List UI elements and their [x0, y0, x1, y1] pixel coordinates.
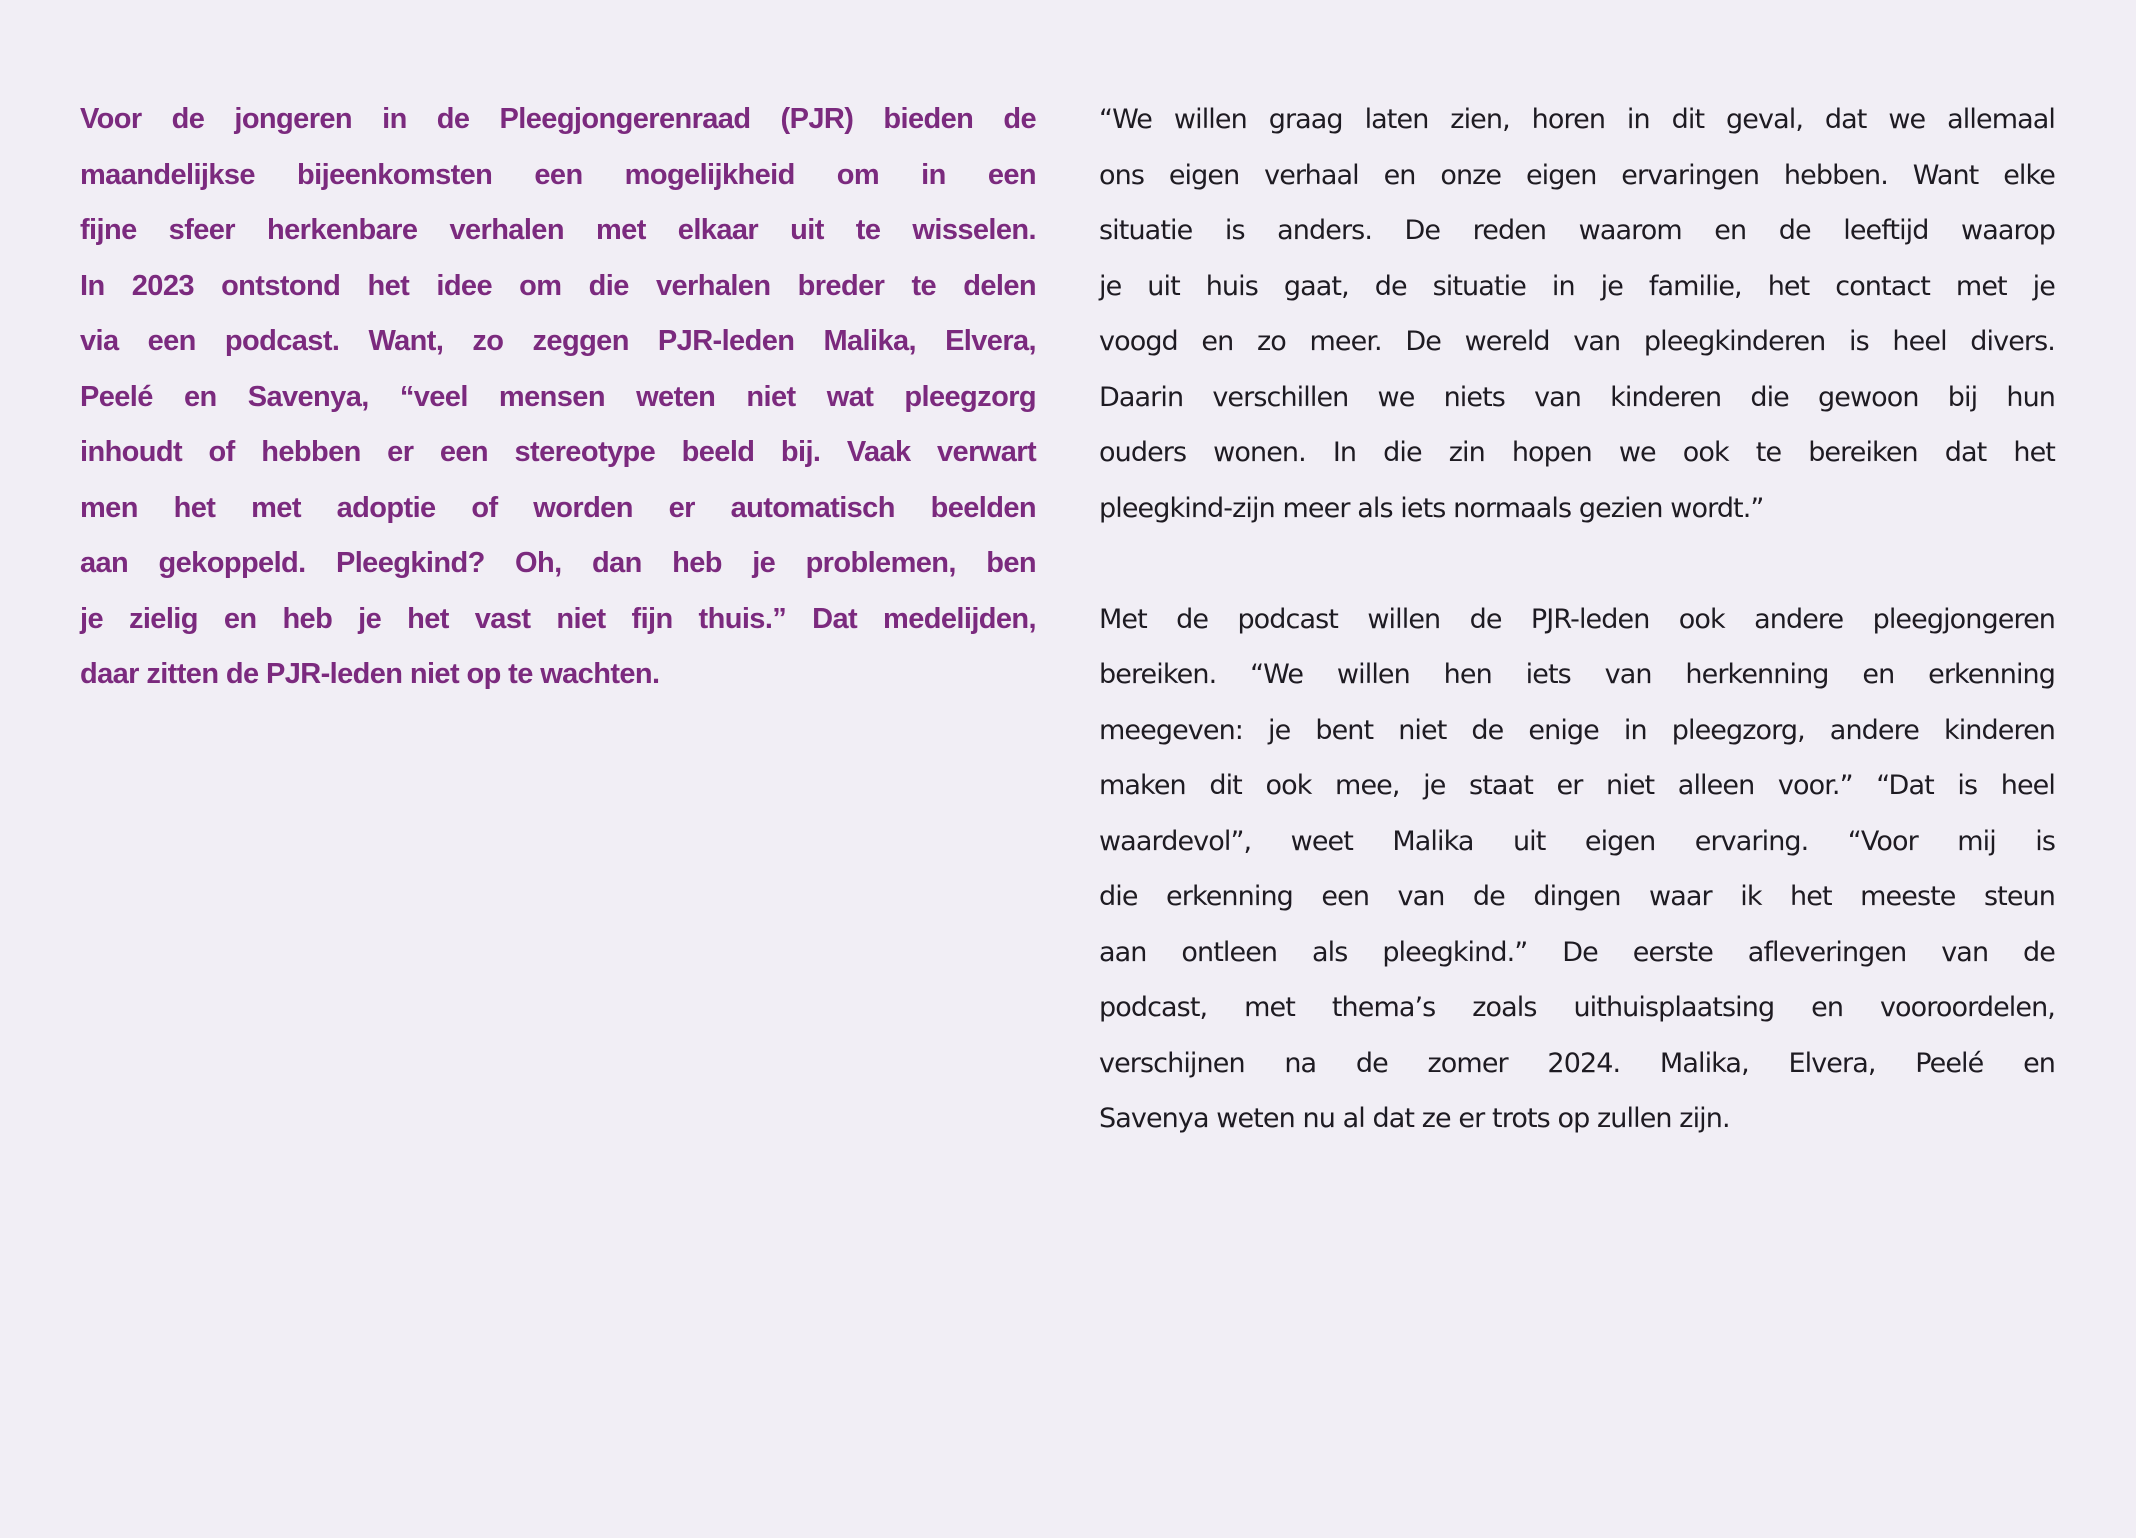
lead-line: Voor de jongeren in de Pleegjongerenraad (PJR) bieden de [80, 103, 1036, 135]
lead-line: In 2023 ontstond het idee om die verhalen breder te delen [80, 269, 1036, 302]
body-line: waardevol”, weet Malika uit eigen ervaring. “Voor mij is [1099, 825, 2055, 857]
body-line: ouders wonen. In die zin hopen we ook te bereiken dat het [1099, 437, 2055, 468]
body-line: aan ontleen als pleegkind.” De eerste afleveringen van de [1099, 936, 2055, 968]
left-column [80, 92, 1036, 703]
body-line: maken dit ook mee, je staat er niet alleen voor.” “Dat is heel [1099, 770, 2055, 801]
lead-line: via een podcast. Want, zo zeggen PJR-leden Malika, Elvera, [80, 325, 1036, 357]
body-line: podcast, met thema’s zoals uithuisplaatsing en vooroordelen, [1099, 992, 2055, 1023]
body-line: Met de podcast willen de PJR-leden ook andere pleegjongeren [1099, 603, 2055, 635]
body-line: die erkenning een van de dingen waar ik het meeste steun [1099, 881, 2055, 912]
lead-line: fijne sfeer herkenbare verhalen met elkaar uit te wisselen. [80, 214, 1036, 246]
paragraph-spacer [1099, 536, 2055, 592]
right-column [1099, 92, 2055, 1147]
podcast-paragraph [1099, 592, 2055, 1147]
body-line: verschijnen na de zomer 2024. Malika, Elvera, Peelé en [1099, 1047, 2055, 1079]
body-line: Daarin verschillen we niets van kinderen die gewoon bij hun [1099, 381, 2055, 413]
lead-line: men het met adoptie of worden er automatisch beelden [80, 491, 1036, 524]
body-line: meegeven: je bent niet de enige in pleegzorg, andere kinderen [1099, 714, 2055, 746]
body-line: ons eigen verhaal en onze eigen ervaringen hebben. Want elke [1099, 159, 2055, 191]
lead-paragraph [80, 92, 1036, 703]
lead-line: aan gekoppeld. Pleegkind? Oh, dan heb je problemen, ben [80, 547, 1036, 579]
lead-line: inhoudt of hebben er een stereotype beeld bij. Vaak verwart [80, 436, 1036, 468]
body-line: pleegkind-zijn meer als iets normaals gezien wordt.” [1099, 492, 1764, 524]
lead-line: Peelé en Savenya, “veel mensen weten niet wat pleegzorg [80, 380, 1036, 413]
body-line: je uit huis gaat, de situatie in je familie, het contact met je [1099, 270, 2055, 302]
body-line: voogd en zo meer. De wereld van pleegkinderen is heel divers. [1099, 326, 2055, 357]
quote-paragraph [1099, 92, 2055, 536]
lead-line: maandelijkse bijeenkomsten een mogelijkheid om in een [80, 158, 1036, 191]
lead-line: je zielig en heb je het vast niet fijn thuis.” Dat medelijden, [80, 602, 1036, 635]
body-line: “We willen graag laten zien, horen in dit geval, dat we allemaal [1099, 104, 2055, 135]
body-line: Savenya weten nu al dat ze er trots op zullen zijn. [1099, 1103, 1730, 1134]
lead-line: daar zitten de PJR-leden niet op te wachten. [80, 658, 660, 690]
body-line: situatie is anders. De reden waarom en de leeftijd waarop [1099, 215, 2055, 246]
body-line: bereiken. “We willen hen iets van herkenning en erkenning [1099, 659, 2055, 690]
